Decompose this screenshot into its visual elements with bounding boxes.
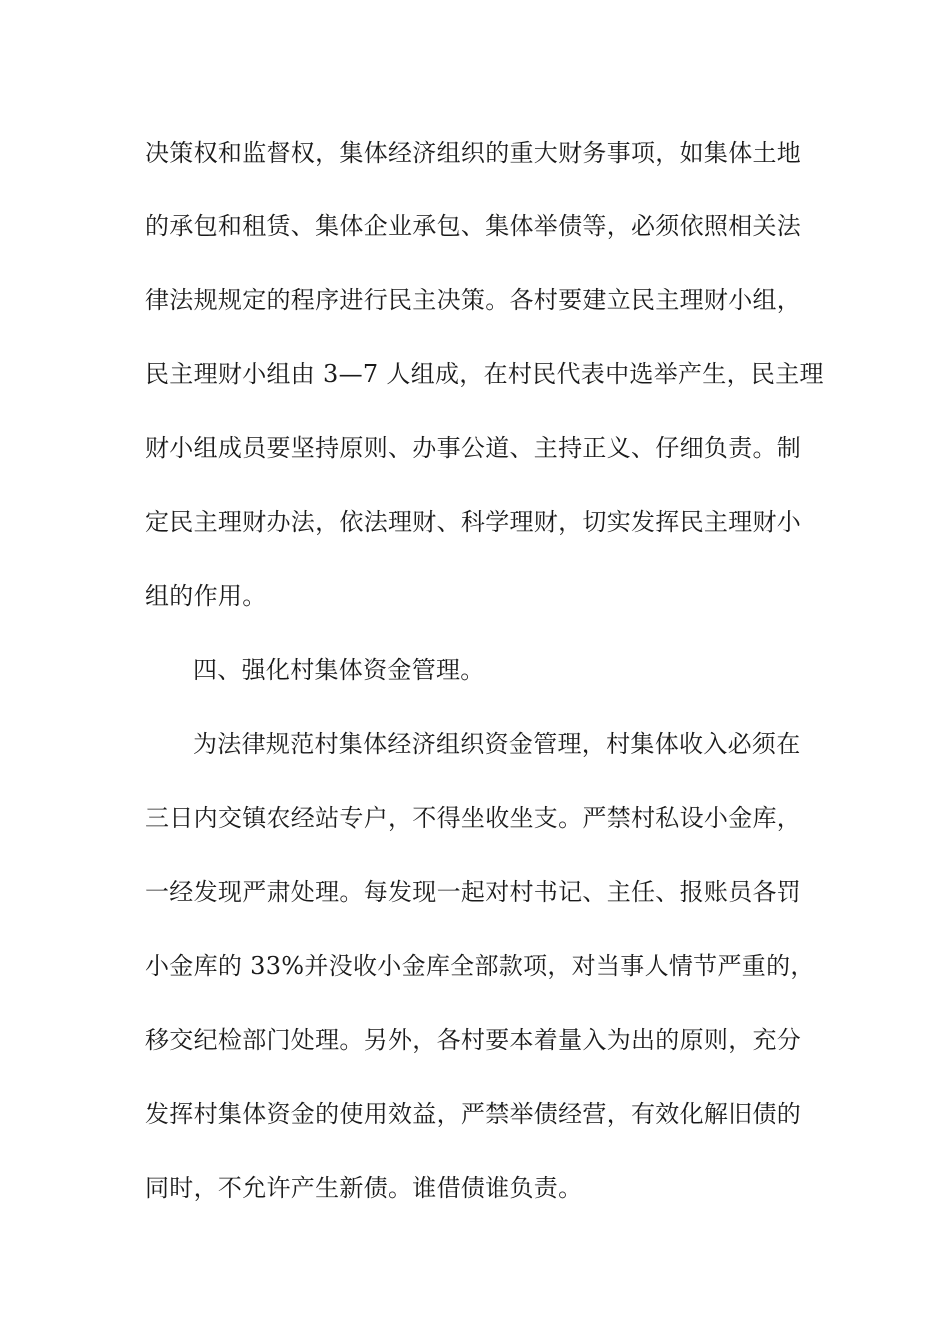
text-line: 一经发现严肃处理。每发现一起对村书记、主任、报账员各罚: [145, 878, 802, 906]
text-line: 三日内交镇农经站专户，不得坐收坐支。严禁村私设小金库，: [145, 804, 802, 832]
section-heading: 四、强化村集体资金管理。: [193, 656, 485, 684]
text-line: 发挥村集体资金的使用效益，严禁举债经营，有效化解旧债的: [145, 1100, 802, 1128]
text-line: 小金库的 33%并没收小金库全部款项，对当事人情节严重的，: [145, 952, 815, 980]
text-line: 财小组成员要坚持原则、办事公道、主持正义、仔细负责。制: [145, 434, 802, 462]
text-line: 同时，不允许产生新债。谁借债谁负责。: [145, 1174, 583, 1202]
text-line: 组的作用。: [145, 582, 267, 610]
text-line: 律法规规定的程序进行民主决策。各村要建立民主理财小组，: [145, 286, 802, 314]
text-line: 移交纪检部门处理。另外，各村要本着量入为出的原则，充分: [145, 1026, 802, 1054]
text-line: 决策权和监督权，集体经济组织的重大财务事项，如集体土地: [145, 139, 802, 167]
paragraph-first-line: 为法律规范村集体经济组织资金管理，村集体收入必须在: [193, 730, 801, 758]
text-line: 定民主理财办法，依法理财、科学理财，切实发挥民主理财小: [145, 508, 802, 536]
text-line: 的承包和租赁、集体企业承包、集体举债等，必须依照相关法: [145, 212, 802, 240]
text-line: 民主理财小组由 3—7 人组成，在村民代表中选举产生，民主理: [145, 360, 824, 388]
